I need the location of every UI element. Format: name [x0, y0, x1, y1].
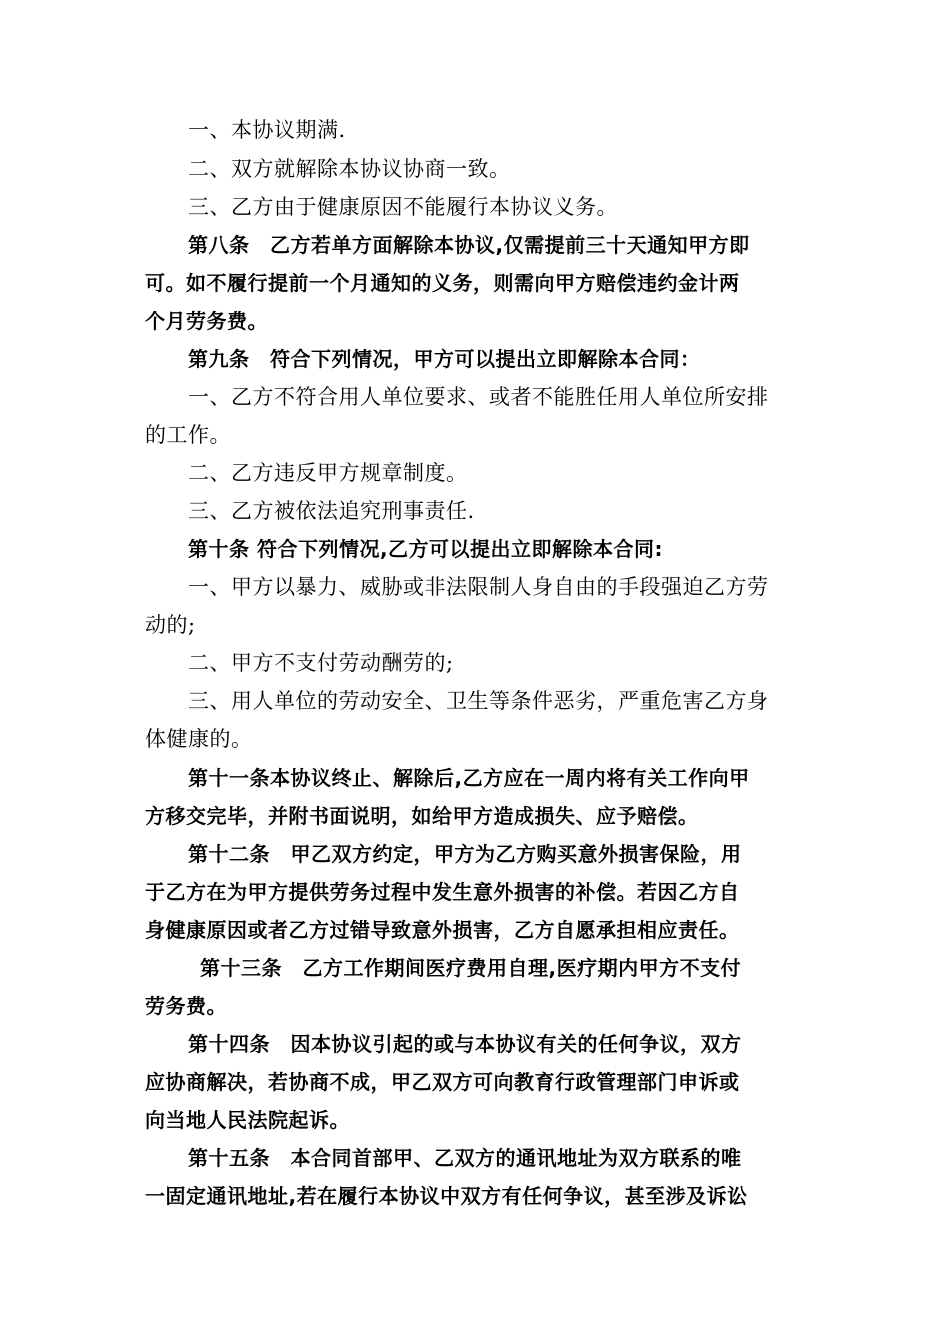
clause-7-item-3: 三、乙方由于健康原因不能履行本协议义务。	[188, 195, 618, 219]
clause-14-line-3: 向当地人民法院起诉。	[145, 1108, 350, 1132]
clause-11-line-1: 第十一条本协议终止、解除后,乙方应在一周内将有关工作向甲	[188, 766, 750, 790]
clause-9-item-1-cont: 的工作。	[145, 423, 231, 447]
clause-10-item-3: 三、用人单位的劳动安全、卫生等条件恶劣，严重危害乙方身	[188, 689, 769, 713]
clause-14-line-2: 应协商解决，若协商不成，甲乙双方可向教育行政管理部门申诉或	[145, 1070, 740, 1094]
clause-9-item-2: 二、乙方违反甲方规章制度。	[188, 461, 468, 485]
clause-10-item-3-cont: 体健康的。	[145, 727, 253, 751]
clause-7-item-2: 二、双方就解除本协议协商一致。	[188, 157, 511, 181]
clause-12-line-3: 身健康原因或者乙方过错导致意外损害，乙方自愿承担相应责任。	[145, 918, 740, 942]
clause-8-line-3: 个月劳务费。	[145, 309, 268, 333]
clause-12-line-1: 第十二条 甲乙双方约定，甲方为乙方购买意外损害保险，用	[188, 842, 742, 866]
clause-11-line-2: 方移交完毕，并附书面说明，如给甲方造成损失、应予赔偿。	[145, 804, 699, 828]
clause-13-line-1: 第十三条 乙方工作期间医疗费用自理,医疗期内甲方不支付	[200, 956, 742, 980]
clause-15-line-1: 第十五条 本合同首部甲、乙双方的通讯地址为双方联系的唯	[188, 1146, 742, 1170]
clause-10-heading: 第十条 符合下列情况,乙方可以提出立即解除本合同:	[188, 537, 664, 561]
clause-14-line-1: 第十四条 因本协议引起的或与本协议有关的任何争议，双方	[188, 1032, 742, 1056]
clause-15-line-2: 一固定通讯地址,若在履行本协议中双方有任何争议，甚至涉及诉讼	[145, 1184, 748, 1208]
clause-9-item-1: 一、乙方不符合用人单位要求、或者不能胜任用人单位所安排	[188, 385, 769, 409]
clause-12-line-2: 于乙方在为甲方提供劳务过程中发生意外损害的补偿。若因乙方自	[145, 880, 740, 904]
clause-10-item-1: 一、甲方以暴力、威胁或非法限制人身自由的手段强迫乙方劳	[188, 575, 769, 599]
clause-8-line-1: 第八条 乙方若单方面解除本协议,仅需提前三十天通知甲方即	[188, 233, 750, 257]
clause-8-line-2: 可。如不履行提前一个月通知的义务，则需向甲方赔偿违约金计两	[145, 271, 740, 295]
clause-9-heading: 第九条 符合下列情况，甲方可以提出立即解除本合同：	[188, 347, 701, 371]
clause-13-line-2: 劳务费。	[145, 994, 227, 1018]
clause-10-item-1-cont: 动的;	[145, 613, 196, 637]
clause-7-item-1: 一、本协议期满.	[188, 118, 346, 142]
clause-10-item-2: 二、甲方不支付劳动酬劳的;	[188, 651, 454, 675]
clause-9-item-3: 三、乙方被依法追究刑事责任.	[188, 499, 475, 523]
